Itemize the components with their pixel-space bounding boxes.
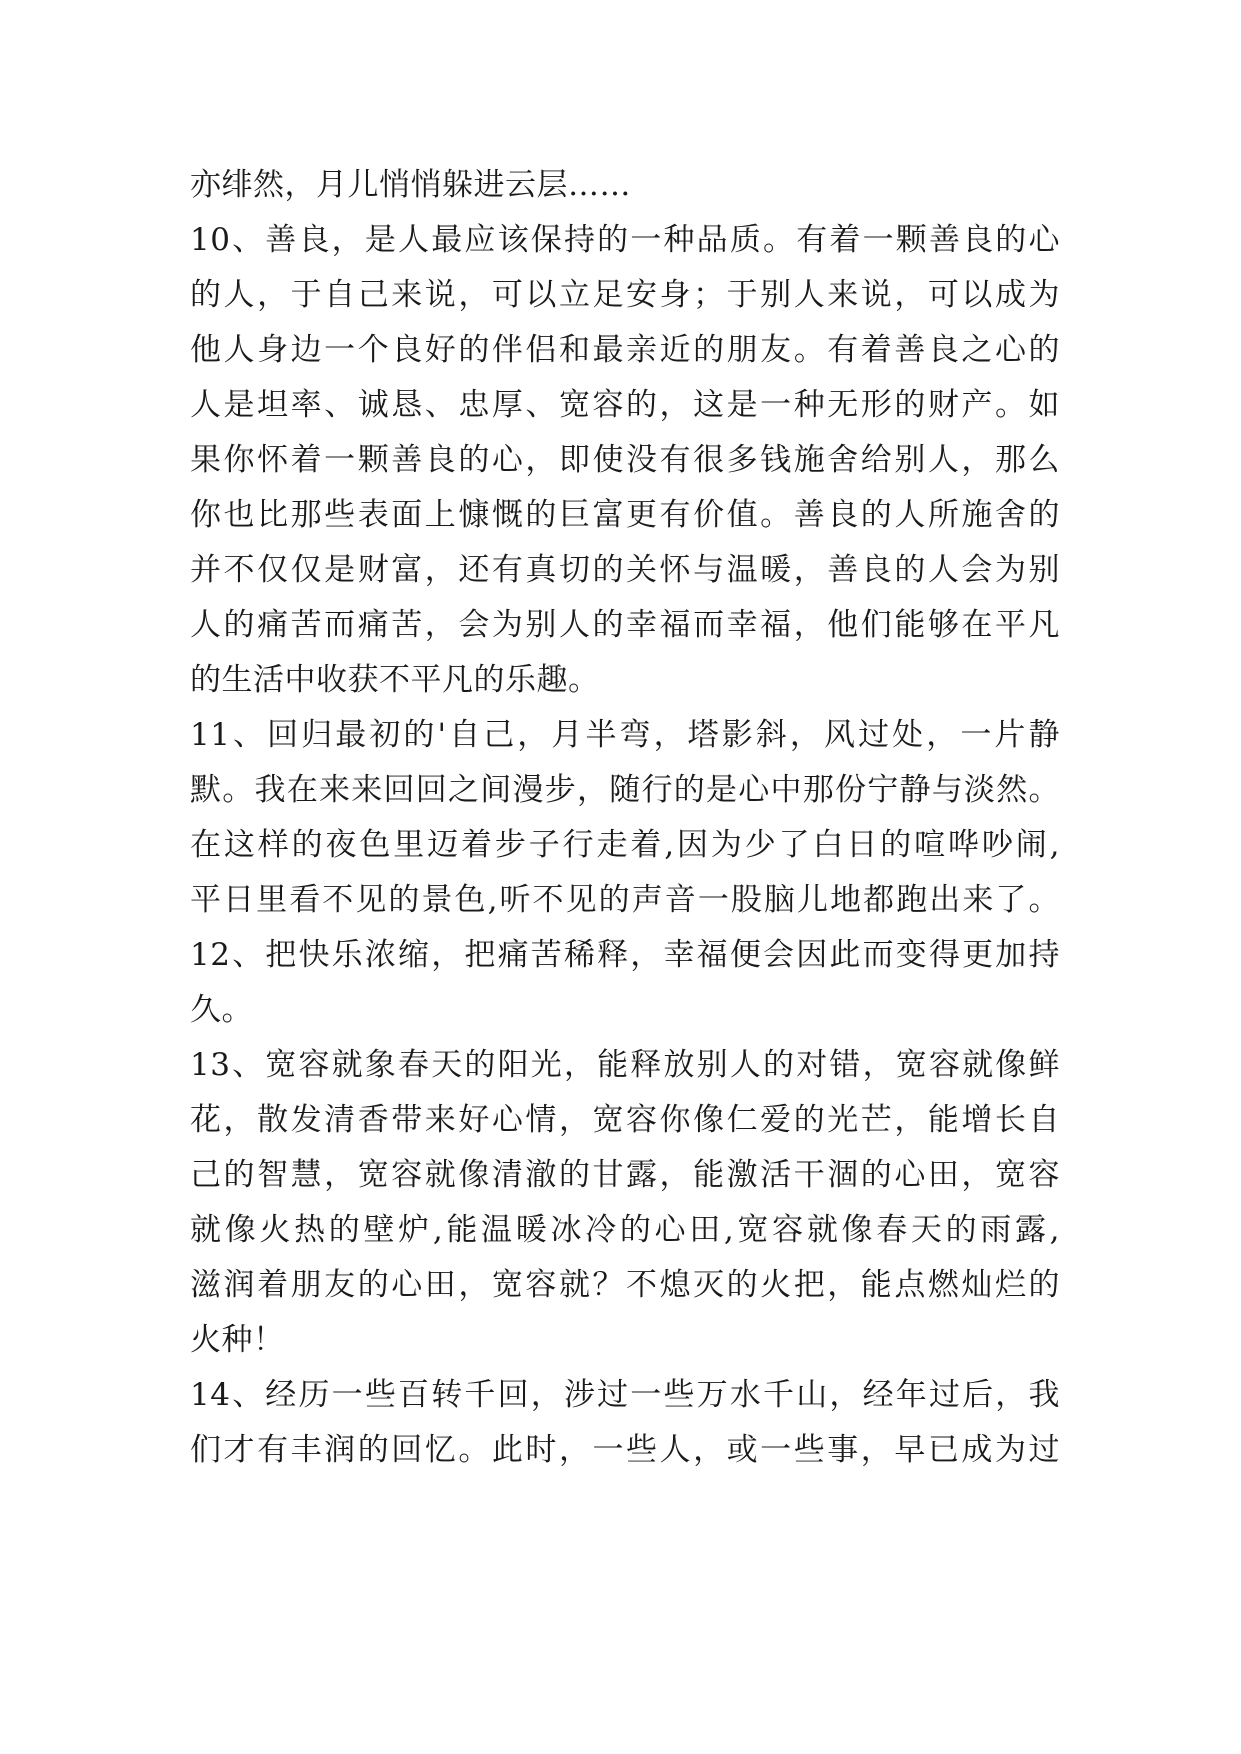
document-body bbox=[190, 158, 1060, 1478]
text-line: 默。我在来来回回之间漫步，随行的是心中那份宁静与淡然。 bbox=[190, 772, 1060, 808]
text-line: 人的痛苦而痛苦，会为别人的幸福而幸福，他们能够在平凡 bbox=[190, 607, 1060, 643]
text-line: 并不仅仅是财富，还有真切的关怀与温暖，善良的人会为别 bbox=[190, 552, 1060, 588]
text-line: 10、善良，是人最应该保持的一种品质。有着一颗善良的心 bbox=[190, 222, 1060, 258]
text-line: 们才有丰润的回忆。此时，一些人，或一些事，早已成为过 bbox=[190, 1432, 1060, 1468]
text-line: 火种！ bbox=[190, 1322, 285, 1358]
text-line: 他人身边一个良好的伴侣和最亲近的朋友。有着善良之心的 bbox=[190, 332, 1060, 368]
text-line: 果你怀着一颗善良的心，即使没有很多钱施舍给别人，那么 bbox=[190, 442, 1060, 478]
text-line: 你也比那些表面上慷慨的巨富更有价值。善良的人所施舍的 bbox=[190, 497, 1060, 533]
text-line: 的人，于自己来说，可以立足安身；于别人来说，可以成为 bbox=[190, 277, 1060, 313]
text-line: 14、经历一些百转千回，涉过一些万水千山，经年过后，我 bbox=[190, 1377, 1060, 1413]
text-line: 滋润着朋友的心田，宽容就？不熄灭的火把，能点燃灿烂的 bbox=[190, 1267, 1060, 1303]
text-line: 亦绯然，月儿悄悄躲进云层…… bbox=[190, 167, 631, 203]
text-line: 平日里看不见的景色,听不见的声音一股脑儿地都跑出来了。 bbox=[190, 882, 1060, 918]
text-line: 花，散发清香带来好心情，宽容你像仁爱的光芒，能增长自 bbox=[190, 1102, 1060, 1138]
text-line: 久。 bbox=[190, 992, 253, 1028]
text-line: 在这样的夜色里迈着步子行走着,因为少了白日的喧哗吵闹, bbox=[190, 827, 1060, 863]
text-line: 11、回归最初的'自己，月半弯，塔影斜，风过处，一片静 bbox=[190, 717, 1060, 753]
text-line: 12、把快乐浓缩，把痛苦稀释，幸福便会因此而变得更加持 bbox=[190, 937, 1060, 973]
text-line: 己的智慧，宽容就像清澈的甘露，能激活干涸的心田，宽容 bbox=[190, 1157, 1060, 1193]
text-line: 的生活中收获不平凡的乐趣。 bbox=[190, 662, 600, 698]
text-line: 人是坦率、诚恳、忠厚、宽容的，这是一种无形的财产。如 bbox=[190, 387, 1060, 423]
text-line: 13、宽容就象春天的阳光，能释放别人的对错，宽容就像鲜 bbox=[190, 1047, 1060, 1083]
text-line: 就像火热的壁炉,能温暖冰冷的心田,宽容就像春天的雨露, bbox=[190, 1212, 1060, 1248]
